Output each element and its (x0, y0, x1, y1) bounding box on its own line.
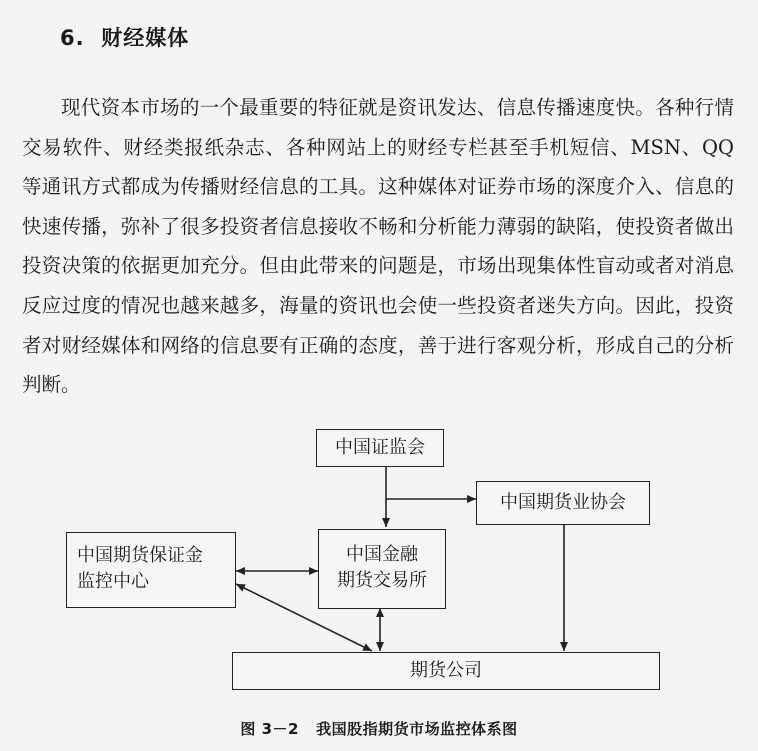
box-futures-association: 中国期货业协会 (476, 481, 650, 525)
box-margin-monitoring-center: 中国期货保证金 监控中心 (66, 532, 236, 608)
section-number: 6. (60, 26, 85, 50)
box-cffex: 中国金融 期货交易所 (318, 529, 446, 609)
figure-caption (0, 718, 758, 739)
body-paragraph: 现代资本市场的一个最重要的特征就是资讯发达、信息传播速度快。各种行情交易软件、财经类报纸杂志、各种网站上的财经专栏甚至手机短信、MSN、QQ 等通讯方式都成为传播财经信息的工具。这种媒体对证券市场的深度介入、信息的快速传播，弥补了很多投资者信息接收不畅和分析能力薄弱的缺陷，使投资者做出投资决策的依据更加充分。但由此带来的问题是，市场出现集体性盲动或者对消息反应过度的情况也越来越多，海量的资讯也会使一些投资者迷失方向。因此，投资者对财经媒体和网络的信息要有正确的态度，善于进行客观分析，形成自己的分析判断。 (22, 96, 734, 397)
box-csrc: 中国证监会 (316, 429, 444, 467)
figure-number: 图 3－2 (240, 720, 299, 738)
box-futures-company: 期货公司 (232, 652, 660, 690)
section-title: 财经媒体 (101, 26, 190, 50)
figure-title: 我国股指期货市场监控体系图 (316, 720, 518, 738)
